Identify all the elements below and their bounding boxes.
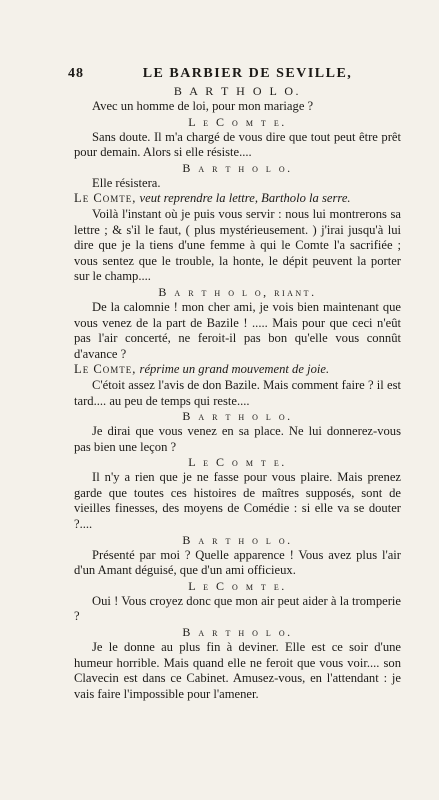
running-title: LE BARBIER DE SEVILLE, <box>142 66 353 81</box>
page-number: 48 <box>68 66 84 81</box>
dialogue-line: C'étoit assez l'avis de don Bazile. Mais comment faire ? il est tard.... au peu de temps qui reste.... <box>74 377 401 408</box>
dialogue-line: Il n'y a rien que je ne fasse pour vous plaire. Mais prenez garde que toutes ces histoires de maîtres supposés, sont de vieilles finesses, des moyens de Comédie : si elle va se douter ?.... <box>74 470 401 532</box>
play-text <box>74 84 401 702</box>
dialogue-line: Sans doute. Il m'a chargé de vous dire que tout peut être prêt pour demain. Alors si elle résiste.... <box>74 129 401 160</box>
speaker-name: Le Comte, <box>74 191 137 206</box>
speaker-name: B A R T H O L O. <box>173 84 302 98</box>
dialogue-line: Elle résistera. <box>92 175 161 190</box>
speaker-name: B a r t h o l o. <box>182 160 293 175</box>
speaker-name: B a r t h o l o. <box>182 532 293 547</box>
stage-direction <box>74 191 401 207</box>
dialogue-line: Voilà l'instant où je puis vous servir : nous lui montrerons sa lettre ; & s'il le faut, ( plus mystérieusement. ) j'irai jusqu'à lui dire que je la tiens d'une femme à qui le Comte l'a sacrifiée ; vous sentez que le trouble, la honte, le dépit peuvent la porter sur le champ.... <box>74 206 401 284</box>
speaker-name: Le Comte, <box>74 362 137 377</box>
speaker-name: L e C o m t e. <box>188 114 287 129</box>
stage-direction <box>74 362 401 378</box>
dialogue-line: De la calomnie ! mon cher ami, je vois bien maintenant que vous venez de la part de Bazile ! ..... Mais pour que ceci n'eût pas l'air concerté, ne feroit-il pas bon qu'elle vous connût d'avance ? <box>74 299 401 361</box>
dialogue-line: Oui ! Vous croyez donc que mon air peut aider à la tromperie ? <box>74 593 401 624</box>
page-header <box>68 66 401 82</box>
dialogue-line: Avec un homme de loi, pour mon mariage ? <box>92 99 314 113</box>
speaker-name: B a r t h o l o. <box>182 409 293 424</box>
speaker-name: L e C o m t e. <box>188 455 287 470</box>
stage-note: réprime un grand mouvement de joie. <box>136 362 330 377</box>
speaker-name: B a r t h o l o. <box>182 625 293 640</box>
stage-note: veut reprendre la lettre, Bartholo la serre. <box>136 191 351 206</box>
speaker-name: B a r t h o l o, riant. <box>158 284 317 299</box>
speaker-name: L e C o m t e. <box>188 578 287 593</box>
dialogue-line: Présenté par moi ? Quelle apparence ! Vous avez plus l'air d'un Amant déguisé, que d'un ami officieux. <box>74 547 401 578</box>
dialogue-line: Je dirai que vous venez en sa place. Ne lui donnerez-vous pas bien une leçon ? <box>74 424 401 454</box>
dialogue-line: Je le donne au plus fin à deviner. Elle est ce soir d'une humeur horrible. Mais quand elle ne feroit que vous voir.... son Clavecin est dans ce Cabinet. Amusez-vous, en l'attendant : je vais faire l'impossible pour l'amener. <box>74 640 401 701</box>
